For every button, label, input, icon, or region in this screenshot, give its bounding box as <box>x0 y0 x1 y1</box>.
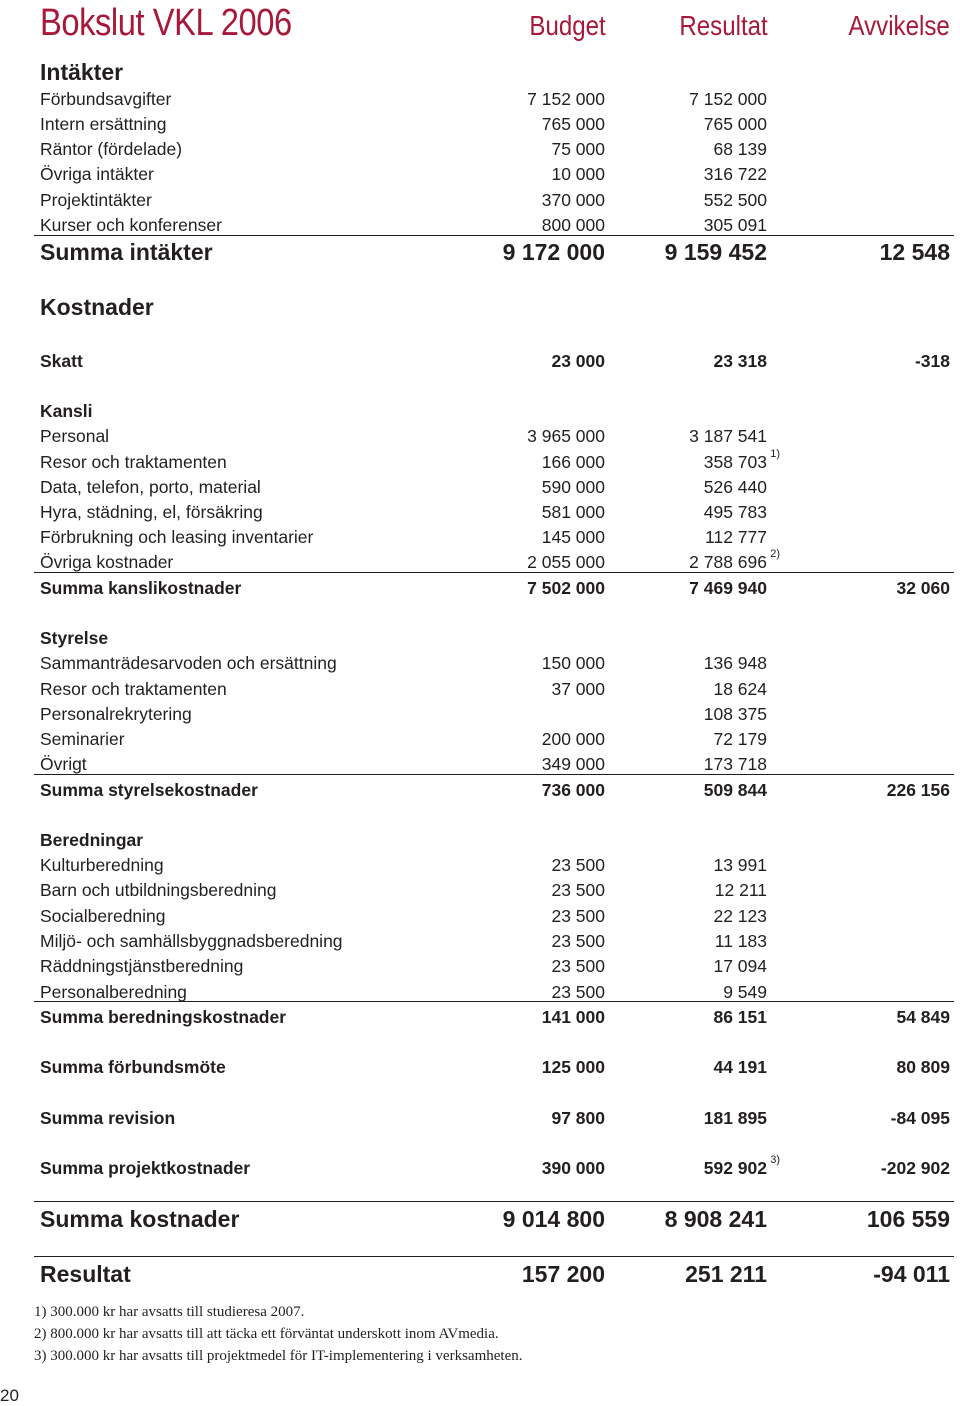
column-header-budget: Budget <box>529 10 606 41</box>
budget-value: 23 500 <box>551 905 605 926</box>
result-value: 2 788 696 <box>689 551 767 572</box>
budget-value: 7 502 000 <box>527 577 605 598</box>
footnote: 2) 800.000 kr har avsatts till att täcka ett förväntat underskott inom AVmedia. <box>34 1326 499 1342</box>
row-label: Räntor (fördelade) <box>40 138 183 159</box>
table-row <box>40 521 950 546</box>
budget-value: 37 000 <box>551 678 605 699</box>
subsection-heading-kansli <box>40 395 950 420</box>
column-header-deviation: Avvikelse <box>848 10 950 41</box>
row-label: Projektintäkter <box>40 189 152 210</box>
row-label: Sammanträdesarvoden och ersättning <box>40 652 337 673</box>
total-row-beredningar <box>40 1001 950 1026</box>
budget-value: 23 500 <box>551 879 605 900</box>
row-label: Hyra, städning, el, försäkring <box>40 501 263 522</box>
total-row-kostnader <box>40 1203 950 1231</box>
budget-value: 166 000 <box>541 451 605 472</box>
total-row-intakter <box>40 236 950 264</box>
result-row <box>40 1258 950 1286</box>
table-row <box>40 496 950 521</box>
result-value: 13 991 <box>713 854 767 875</box>
result-value: 18 624 <box>713 678 767 699</box>
result-value: 358 703 <box>703 451 767 472</box>
total-row-forbundsmote <box>40 1051 950 1076</box>
budget-value: 3 965 000 <box>527 425 605 446</box>
row-label: Summa kanslikostnader <box>40 577 242 598</box>
footnote: 1) 300.000 kr har avsatts till studieresa 2007. <box>34 1304 305 1320</box>
budget-value: 581 000 <box>541 501 605 522</box>
row-label: Personal <box>40 425 110 446</box>
row-label: Summa revision <box>40 1107 176 1128</box>
budget-value: 23 500 <box>551 955 605 976</box>
table-row <box>40 950 950 975</box>
page-number: 20 <box>0 1386 19 1405</box>
footnotes <box>34 1301 522 1367</box>
deviation-value: 80 809 <box>896 1056 950 1077</box>
result-value: 495 783 <box>703 501 767 522</box>
row-label: Personalrekrytering <box>40 703 192 724</box>
budget-value: 349 000 <box>541 753 605 774</box>
row-label: Resultat <box>40 1261 131 1287</box>
budget-value: 7 152 000 <box>527 88 605 109</box>
table-row-skatt <box>40 345 950 370</box>
row-label: Övriga intäkter <box>40 163 154 184</box>
table-row <box>40 420 950 445</box>
result-value: 12 211 <box>714 879 767 900</box>
row-label: Summa styrelsekostnader <box>40 779 258 800</box>
section-heading-kostnader <box>40 291 950 319</box>
table-row <box>40 83 950 108</box>
budget-value: 370 000 <box>541 189 605 210</box>
table-row <box>40 976 950 1001</box>
budget-value: 200 000 <box>541 728 605 749</box>
footnote-marker: 1) <box>770 448 780 460</box>
result-value: 181 895 <box>703 1107 767 1128</box>
result-value: 136 948 <box>703 652 767 673</box>
budget-value: 75 000 <box>551 138 605 159</box>
budget-value: 23 500 <box>551 930 605 951</box>
table-row <box>40 748 950 773</box>
result-value: 3 187 541 <box>689 425 767 446</box>
table-row <box>40 184 950 209</box>
row-label: Data, telefon, porto, material <box>40 476 261 497</box>
budget-value: 145 000 <box>541 526 605 547</box>
row-label: Skatt <box>40 350 83 371</box>
deviation-value: -202 902 <box>880 1157 950 1178</box>
subsection-heading: Kansli <box>40 400 93 421</box>
result-value: 11 183 <box>714 930 767 951</box>
budget-value: 9 172 000 <box>502 239 605 265</box>
report-header <box>40 0 952 52</box>
table-row <box>40 723 950 748</box>
budget-value: 23 000 <box>551 350 605 371</box>
subsection-heading-beredningar <box>40 824 950 849</box>
subsection-heading: Styrelse <box>40 627 109 648</box>
budget-value: 765 000 <box>541 113 605 134</box>
row-label: Övrigt <box>40 753 87 774</box>
row-label: Summa intäkter <box>40 239 213 265</box>
table-row <box>40 446 950 471</box>
footnote: 3) 300.000 kr har avsatts till projektmedel för IT-implementering i verksamheten. <box>34 1348 523 1364</box>
budget-value: 590 000 <box>541 476 605 497</box>
row-label: Summa förbundsmöte <box>40 1056 226 1077</box>
row-label: Förbundsavgifter <box>40 88 172 109</box>
result-value: 9 159 452 <box>664 239 767 265</box>
table-row <box>40 925 950 950</box>
subsection-heading-styrelse <box>40 622 950 647</box>
row-label: Kurser och konferenser <box>40 214 222 235</box>
table-row <box>40 133 950 158</box>
table-row <box>40 471 950 496</box>
result-value: 9 549 <box>723 981 767 1002</box>
result-value: 112 777 <box>705 526 767 547</box>
result-value: 17 094 <box>713 955 767 976</box>
row-label: Seminarier <box>40 728 125 749</box>
result-value: 316 722 <box>703 163 767 184</box>
result-value: 22 123 <box>713 905 767 926</box>
table-row <box>40 647 950 672</box>
row-label: Resor och traktamenten <box>40 451 227 472</box>
deviation-value: 32 060 <box>896 577 950 598</box>
budget-value: 390 000 <box>541 1157 605 1178</box>
total-row-styrelse <box>40 774 950 799</box>
page-title: Bokslut VKL 2006 <box>40 2 292 44</box>
table-row <box>40 673 950 698</box>
result-value: 251 211 <box>685 1261 767 1287</box>
row-label: Miljö- och samhällsbyggnadsberedning <box>40 930 343 951</box>
result-value: 7 469 940 <box>689 577 767 598</box>
budget-value: 97 800 <box>551 1107 605 1128</box>
result-value: 765 000 <box>703 113 767 134</box>
section-heading: Intäkter <box>40 59 124 85</box>
total-row-projekt <box>40 1152 950 1177</box>
result-value: 592 902 <box>703 1157 767 1178</box>
result-value: 305 091 <box>703 214 767 235</box>
column-header-result: Resultat <box>679 10 768 41</box>
total-row-revision <box>40 1102 950 1127</box>
budget-value: 23 500 <box>551 854 605 875</box>
row-label: Socialberedning <box>40 905 166 926</box>
result-value: 108 375 <box>703 703 767 724</box>
table-row <box>40 874 950 899</box>
table-row <box>40 698 950 723</box>
row-label: Övriga kostnader <box>40 551 174 572</box>
table-row <box>40 209 950 234</box>
subsection-heading: Beredningar <box>40 829 144 850</box>
result-value: 526 440 <box>703 476 767 497</box>
table-row <box>40 900 950 925</box>
budget-value: 150 000 <box>541 652 605 673</box>
row-label: Förbrukning och leasing inventarier <box>40 526 314 547</box>
row-label: Personalberedning <box>40 981 187 1002</box>
row-label: Summa projektkostnader <box>40 1157 251 1178</box>
divider <box>34 1201 954 1202</box>
deviation-value: 54 849 <box>896 1006 950 1027</box>
result-value: 552 500 <box>703 189 767 210</box>
budget-value: 736 000 <box>541 779 605 800</box>
table-row <box>40 849 950 874</box>
budget-value: 9 014 800 <box>502 1206 605 1232</box>
footnote-marker: 3) <box>770 1154 780 1166</box>
result-value: 68 139 <box>713 138 767 159</box>
result-value: 23 318 <box>713 350 767 371</box>
deviation-value: -94 011 <box>873 1261 950 1287</box>
deviation-value: 12 548 <box>879 239 950 265</box>
budget-value: 125 000 <box>541 1056 605 1077</box>
row-label: Summa kostnader <box>40 1206 240 1232</box>
result-value: 86 151 <box>713 1006 767 1027</box>
footnote-marker: 2) <box>770 548 780 560</box>
deviation-value: 226 156 <box>886 779 950 800</box>
result-value: 509 844 <box>703 779 767 800</box>
budget-value: 10 000 <box>551 163 605 184</box>
table-row <box>40 546 950 571</box>
row-label: Summa beredningskostnader <box>40 1006 287 1027</box>
deviation-value: -318 <box>914 350 950 371</box>
budget-value: 2 055 000 <box>527 551 605 572</box>
row-label: Intern ersättning <box>40 113 167 134</box>
row-label: Kulturberedning <box>40 854 164 875</box>
budget-value: 157 200 <box>521 1261 605 1287</box>
row-label: Resor och traktamenten <box>40 678 227 699</box>
result-value: 173 718 <box>703 753 767 774</box>
table-row <box>40 158 950 183</box>
total-row-kansli <box>40 572 950 597</box>
budget-value: 23 500 <box>551 981 605 1002</box>
budget-value: 800 000 <box>541 214 605 235</box>
deviation-value: 106 559 <box>866 1206 950 1232</box>
result-value: 7 152 000 <box>689 88 767 109</box>
budget-value: 141 000 <box>541 1006 605 1027</box>
divider <box>34 1256 954 1257</box>
table-row <box>40 108 950 133</box>
row-label: Barn och utbildningsberedning <box>40 879 277 900</box>
deviation-value: -84 095 <box>890 1107 950 1128</box>
section-heading: Kostnader <box>40 294 154 320</box>
result-value: 8 908 241 <box>664 1206 767 1232</box>
result-value: 44 191 <box>713 1056 767 1077</box>
row-label: Räddningstjänstberedning <box>40 955 244 976</box>
result-value: 72 179 <box>713 728 767 749</box>
section-heading-intakter <box>40 56 950 84</box>
